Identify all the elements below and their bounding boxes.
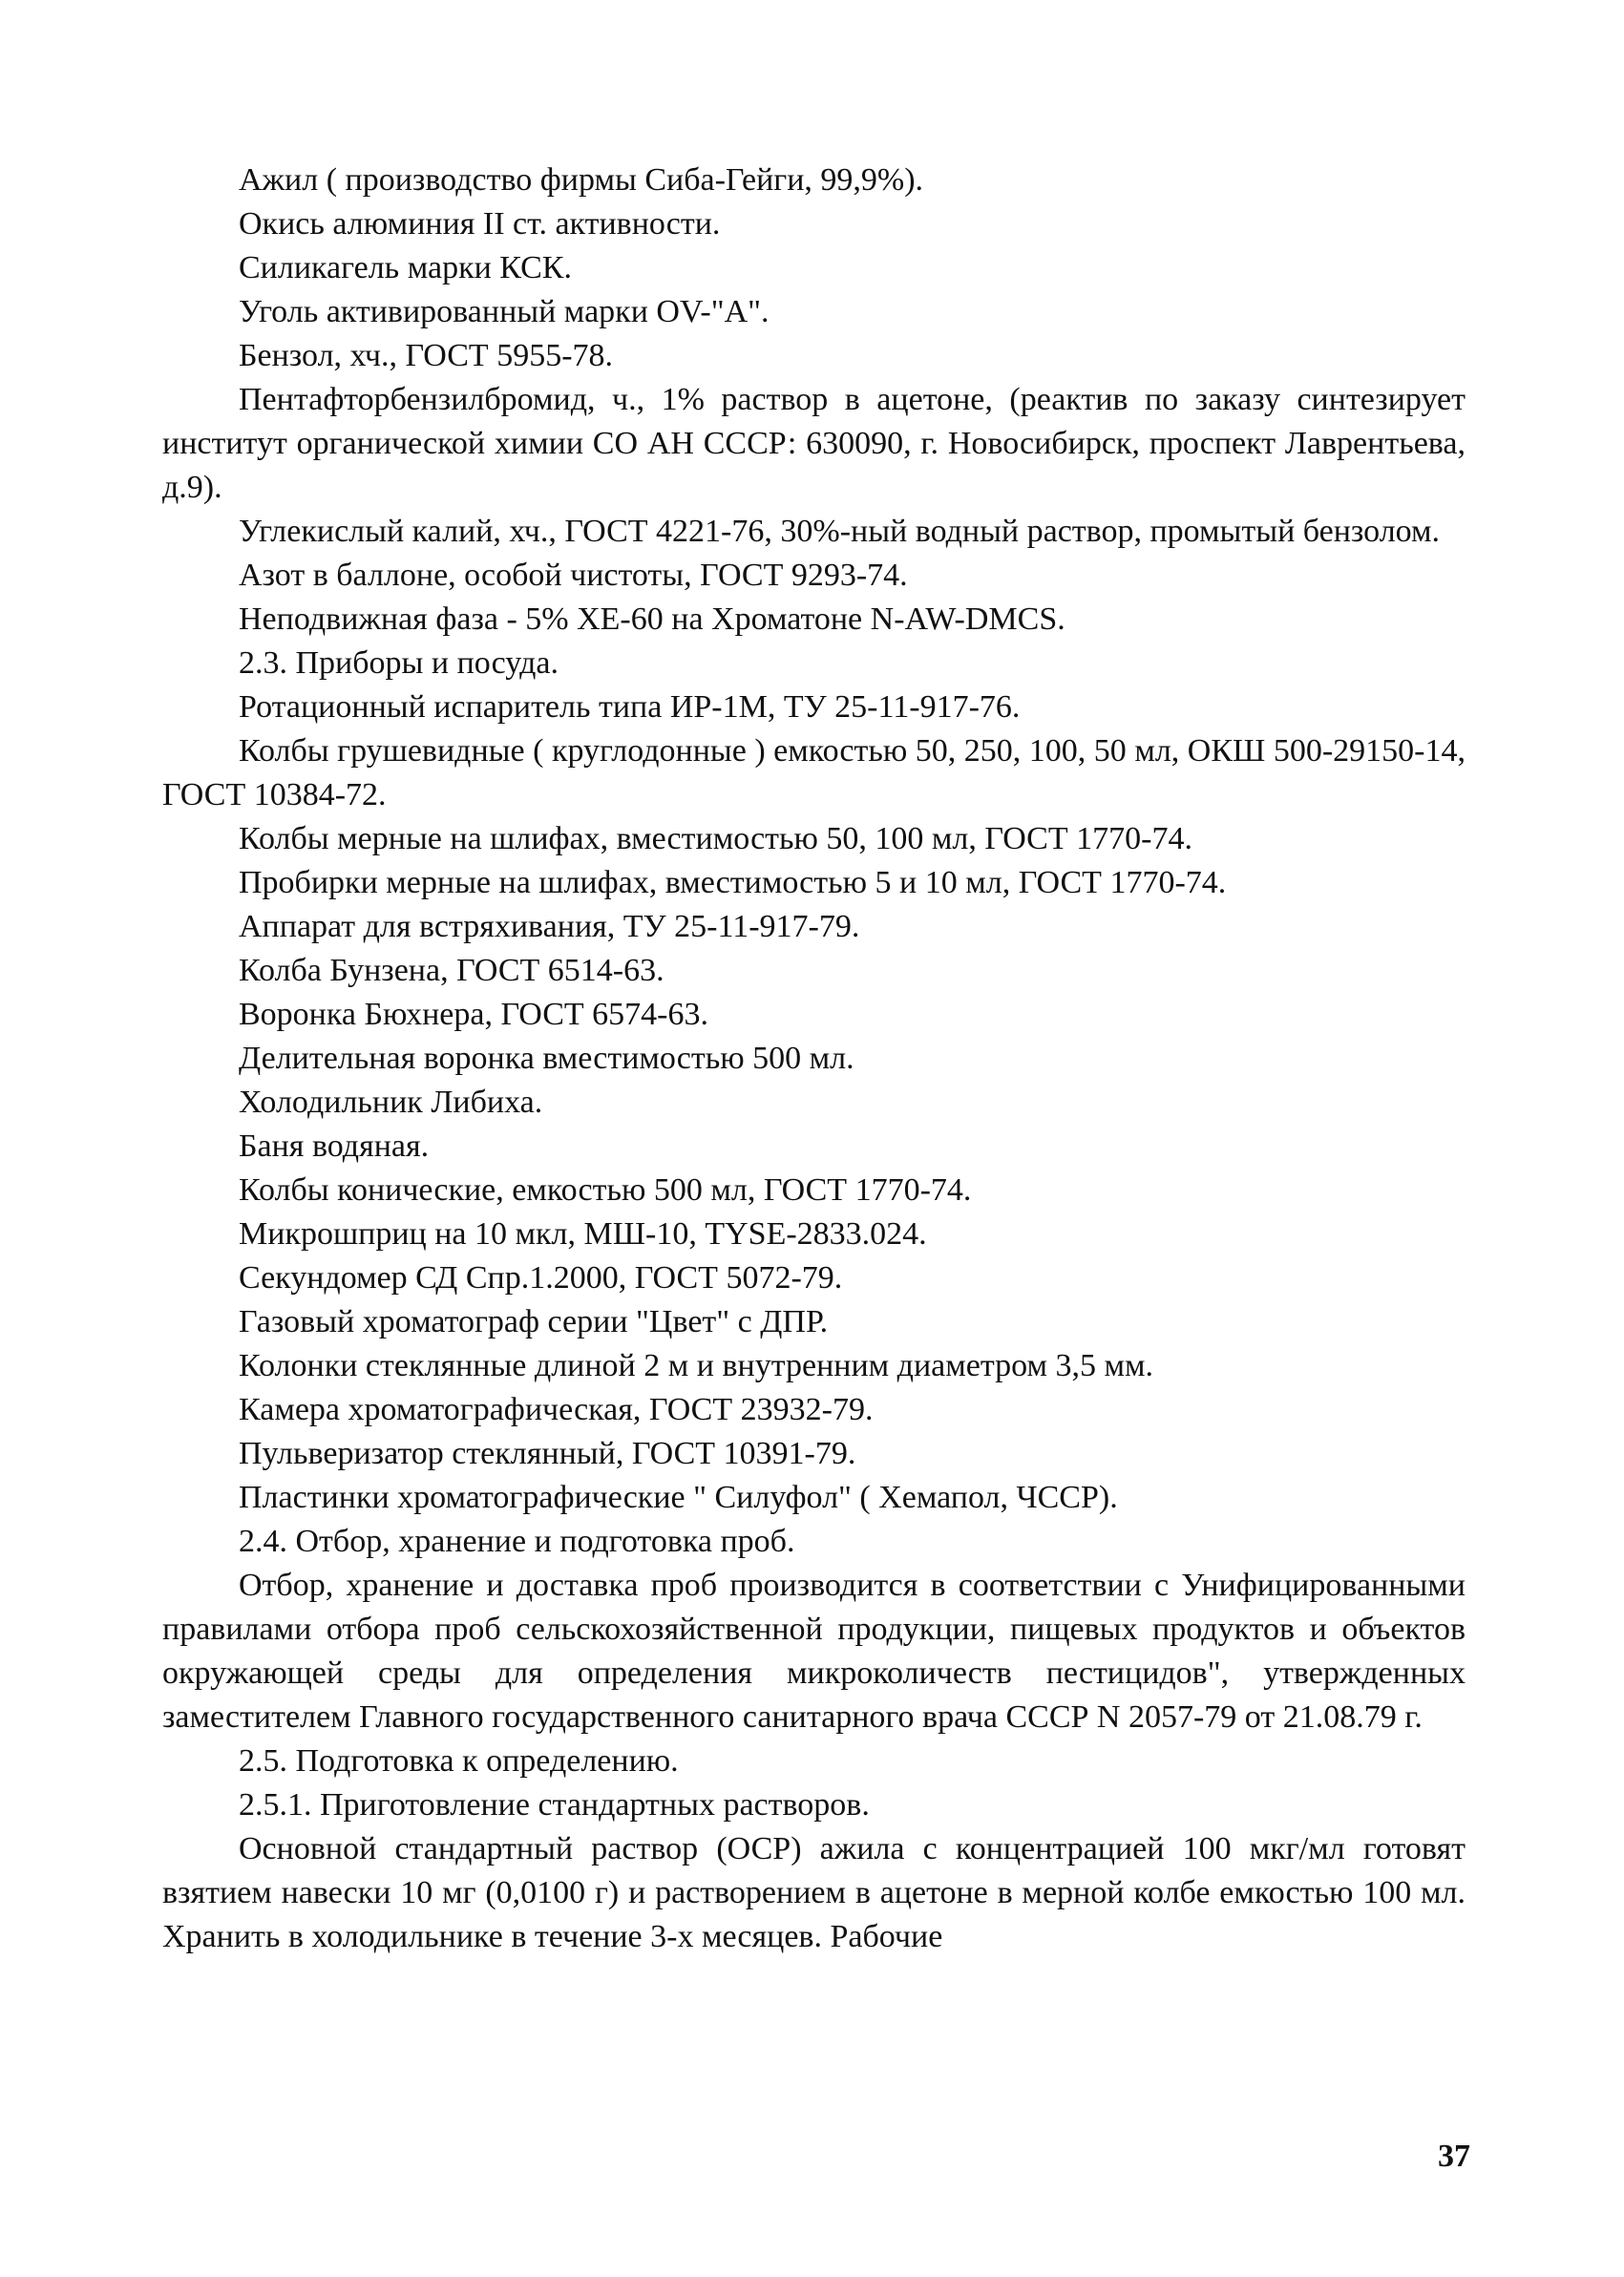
paragraph-equipment-bunsen-flask: Колба Бунзена, ГОСТ 6514-63.: [239, 953, 664, 988]
section-heading-2-3: 2.3. Приборы и посуда.: [239, 645, 559, 681]
paragraph-equipment-glass-columns: Колонки стеклянные длиной 2 м и внутренним диаметром 3,5 мм.: [239, 1348, 1154, 1383]
paragraph-reagent-silica-gel: Силикагель марки КСК.: [239, 250, 572, 285]
paragraph-equipment-water-bath: Баня водяная.: [239, 1128, 430, 1164]
page-number: 37: [1438, 2139, 1470, 2174]
paragraph-equipment-separatory-funnel: Делительная воронка вместимостью 500 мл.: [239, 1041, 854, 1076]
paragraph-equipment-liebig-condenser: Холодильник Либиха.: [239, 1085, 543, 1120]
paragraph-equipment-tlc-plates: Пластинки хроматографические " Силуфол" ( Хемапол, ЧССР).: [239, 1480, 1118, 1515]
paragraph-equipment-stopwatch: Секундомер СД Спр.1.2000, ГОСТ 5072-79.: [239, 1260, 843, 1296]
paragraph-equipment-conical-flasks: Колбы конические, емкостью 500 мл, ГОСТ 1770-74.: [239, 1172, 972, 1208]
paragraph-reagent-azhil: Ажил ( производство фирмы Сиба-Гейги, 99,9%).: [239, 162, 924, 198]
paragraph-reagent-stationary-phase: Неподвижная фаза - 5% XE-60 на Хроматоне N-AW-DMCS.: [239, 601, 1065, 637]
paragraph-stock-solution: Основной стандартный раствор (ОСР) ажила с концентрацией 100 мкг/мл готовят взятием навески 10 мг (0,0100 г) и растворением в ацетоне в мерной колбе емкостью 100 мл. Хранить в холодильнике в течение 3-х месяцев. Рабочие: [162, 1831, 1466, 1954]
paragraph-reagent-pentafluorobenzyl-bromide: Пентафторбензилбромид, ч., 1% раствор в ацетоне, (реактив по заказу синтезирует институт органической химии СО АН СССР: 630090, г. Новосибирск, проспект Лаврентьева, д.9).: [162, 382, 1466, 505]
section-heading-2-5-1: 2.5.1. Приготовление стандартных растворов.: [239, 1787, 870, 1823]
paragraph-equipment-shaker: Аппарат для встряхивания, ТУ 25-11-917-79.: [239, 909, 860, 944]
body-text: [162, 158, 1466, 1959]
paragraph-equipment-test-tubes: Пробирки мерные на шлифах, вместимостью 5 и 10 мл, ГОСТ 1770-74.: [239, 865, 1227, 900]
paragraph-equipment-pear-flasks: Колбы грушевидные ( круглодонные ) емкостью 50, 250, 100, 50 мл, ОКШ 500-29150-14, ГОСТ 10384-72.: [162, 733, 1466, 812]
paragraph-equipment-microsyringe: Микрошприц на 10 мкл, МШ-10, TYSE-2833.024.: [239, 1216, 927, 1252]
paragraph-reagent-benzene: Бензол, хч., ГОСТ 5955-78.: [239, 338, 614, 373]
paragraph-equipment-sprayer: Пульверизатор стеклянный, ГОСТ 10391-79.: [239, 1436, 856, 1471]
section-heading-2-4: 2.4. Отбор, хранение и подготовка проб.: [239, 1524, 795, 1559]
paragraph-reagent-charcoal: Уголь активированный марки OV-"A".: [239, 294, 770, 329]
paragraph-reagent-nitrogen: Азот в баллоне, особой чистоты, ГОСТ 9293-74.: [239, 558, 908, 593]
paragraph-equipment-buchner-funnel: Воронка Бюхнера, ГОСТ 6574-63.: [239, 997, 708, 1032]
paragraph-reagent-alumina: Окись алюминия II ст. активности.: [239, 206, 721, 242]
paragraph-equipment-volumetric-flasks: Колбы мерные на шлифах, вместимостью 50, 100 мл, ГОСТ 1770-74.: [239, 821, 1192, 856]
section-heading-2-5: 2.5. Подготовка к определению.: [239, 1743, 679, 1779]
paragraph-sampling-rules: Отбор, хранение и доставка проб производится в соответствии с Унифицированными правилами отбора проб сельскохозяйственной продукции, пищевых продуктов и объектов окружающей среды для определения микроколичеств пестицидов", утвержденных заместителем Главного государственного санитарного врача СССР N 2057-79 от 21.08.79 г.: [162, 1568, 1466, 1735]
paragraph-equipment-rotary-evaporator: Ротационный испаритель типа ИР-1М, ТУ 25-11-917-76.: [239, 689, 1021, 725]
paragraph-equipment-gas-chromatograph: Газовый хроматограф серии "Цвет" с ДПР.: [239, 1304, 829, 1339]
paragraph-equipment-chromatography-chamber: Камера хроматографическая, ГОСТ 23932-79.: [239, 1392, 874, 1427]
paragraph-reagent-potassium-carbonate: Углекислый калий, хч., ГОСТ 4221-76, 30%-ный водный раствор, промытый бензолом.: [239, 514, 1441, 549]
